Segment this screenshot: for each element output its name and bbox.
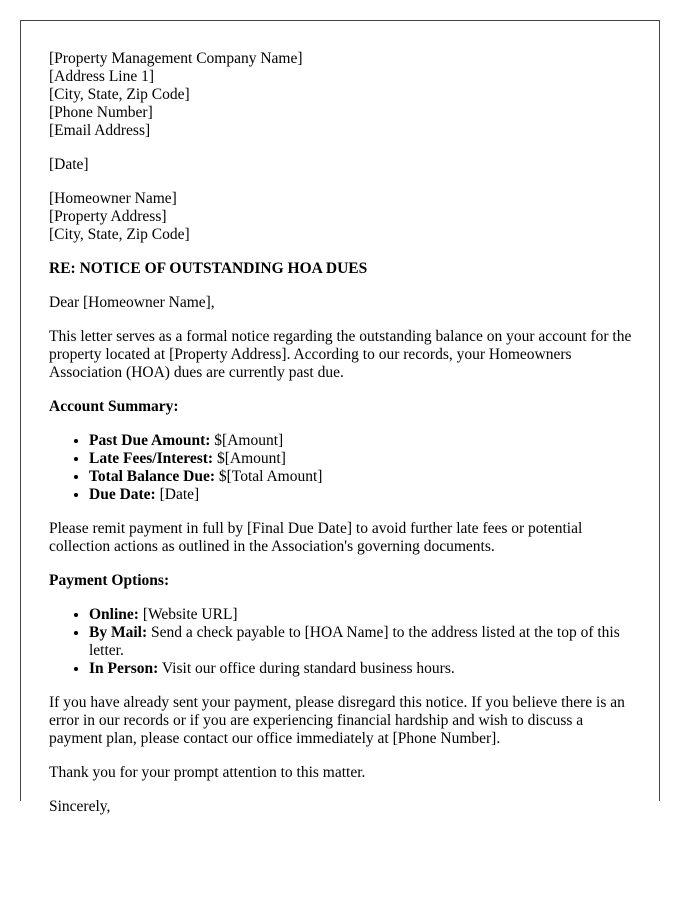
sender-city-state-zip: [City, State, Zip Code]: [49, 86, 190, 103]
in-person-label: In Person:: [89, 660, 159, 677]
sender-address-line: [Address Line 1]: [49, 68, 155, 85]
letter-date: [Date]: [49, 156, 89, 173]
recipient-name: [Homeowner Name]: [49, 190, 177, 207]
disregard-paragraph: If you have already sent your payment, please disregard this notice. If you believe there is an error in our records or if you are experiencing financial hardship and wish to discuss a payment plan, please contact our office immediately at [Phone Number].: [49, 694, 625, 747]
recipient-city-state-zip: [City, State, Zip Code]: [49, 226, 190, 243]
in-person-value: Visit our office during standard business hours.: [158, 660, 455, 677]
payment-options-heading: Payment Options:: [49, 572, 170, 589]
online-value: [Website URL]: [138, 606, 238, 623]
late-fees-label: Late Fees/Interest:: [89, 450, 214, 467]
due-date-label: Due Date:: [89, 486, 156, 503]
due-date-value: [Date]: [155, 486, 200, 503]
payment-options-list: [49, 606, 633, 678]
past-due-value: $[Amount]: [210, 432, 284, 449]
online-label: Online:: [89, 606, 139, 623]
remit-paragraph: Please remit payment in full by [Final Due Date] to avoid further late fees or potential collection actions as outlined in the Association's governing documents.: [49, 520, 583, 555]
recipient-block: [49, 190, 633, 244]
sender-block: [49, 50, 633, 140]
list-item: [89, 660, 633, 678]
recipient-property-address: [Property Address]: [49, 208, 167, 225]
by-mail-label: By Mail:: [89, 624, 148, 641]
past-due-label: Past Due Amount:: [89, 432, 211, 449]
thanks-paragraph: Thank you for your prompt attention to this matter.: [49, 764, 366, 781]
total-balance-label: Total Balance Due:: [89, 468, 216, 485]
sender-phone: [Phone Number]: [49, 104, 153, 121]
letter-content: [49, 50, 633, 832]
late-fees-value: $[Amount]: [213, 450, 286, 467]
closing: Sincerely,: [49, 798, 111, 815]
subject-line: RE: NOTICE OF OUTSTANDING HOA DUES: [49, 260, 368, 277]
letter-page: [20, 20, 660, 815]
sender-company-name: [Property Management Company Name]: [49, 50, 303, 67]
salutation: Dear [Homeowner Name],: [49, 294, 215, 311]
list-item: [89, 486, 633, 504]
sender-email: [Email Address]: [49, 122, 151, 139]
list-item: [89, 624, 633, 660]
account-summary-list: [49, 432, 633, 504]
list-item: [89, 468, 633, 486]
total-balance-value: $[Total Amount]: [215, 468, 323, 485]
list-item: [89, 432, 633, 450]
list-item: [89, 450, 633, 468]
by-mail-value: Send a check payable to [HOA Name] to the address listed at the top of this letter.: [89, 624, 620, 659]
intro-paragraph: This letter serves as a formal notice regarding the outstanding balance on your account for the property located at [Property Address]. According to our records, your Homeowners Association (HOA) dues are currently past due.: [49, 328, 632, 381]
account-summary-heading: Account Summary:: [49, 398, 179, 415]
list-item: [89, 606, 633, 624]
